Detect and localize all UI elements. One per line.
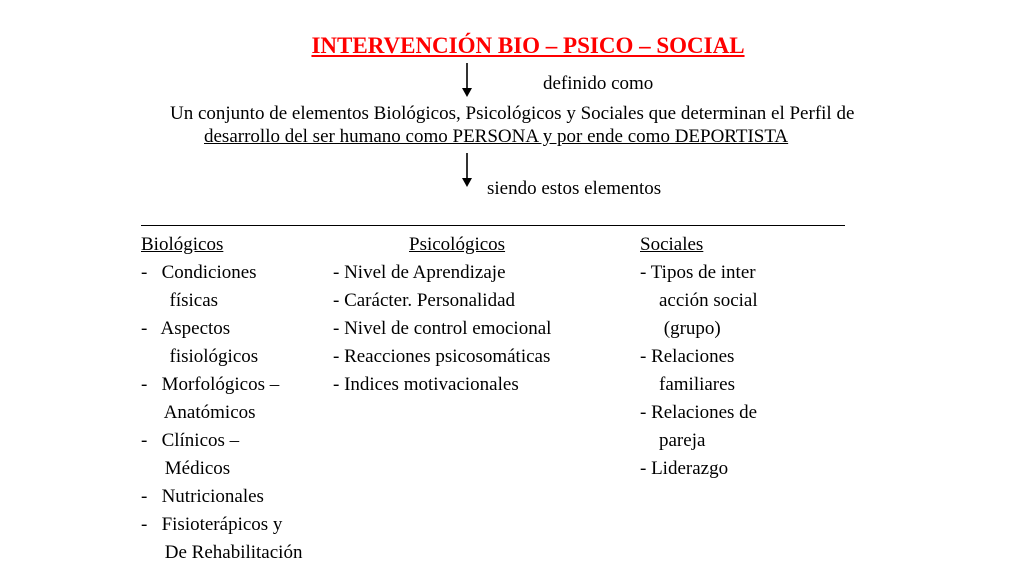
connector-siendo-estos-elementos: siendo estos elementos bbox=[487, 178, 662, 199]
list-item: - Condiciones bbox=[141, 262, 257, 283]
list-item: - Reacciones psicosomáticas bbox=[333, 346, 551, 367]
list-item: - Indices motivacionales bbox=[333, 374, 519, 395]
down-arrow-icon bbox=[459, 152, 475, 188]
list-item: De Rehabilitación bbox=[141, 542, 303, 563]
connector-definido-como: definido como bbox=[543, 73, 654, 94]
list-item: - Relaciones bbox=[640, 346, 735, 367]
list-item: - Carácter. Personalidad bbox=[333, 290, 516, 311]
list-item: fisiológicos bbox=[141, 346, 259, 367]
list-item: - Fisioterápicos y bbox=[141, 514, 283, 535]
list-item: - Relaciones de bbox=[640, 402, 758, 423]
list-item: - Morfológicos – bbox=[141, 374, 280, 395]
list-item: físicas bbox=[141, 290, 219, 311]
definition-line-1: Un conjunto de elementos Biológicos, Psicológicos y Sociales que determinan el Perfil de bbox=[170, 103, 855, 124]
column-header-sociales: Sociales bbox=[640, 234, 704, 255]
list-item: pareja bbox=[640, 430, 706, 451]
definition-line-2: desarrollo del ser humano como PERSONA y por ende como DEPORTISTA bbox=[204, 126, 789, 147]
page-title: INTERVENCIÓN BIO – PSICO – SOCIAL bbox=[311, 33, 745, 58]
list-item: - Clínicos – bbox=[141, 430, 240, 451]
list-item: - Tipos de inter bbox=[640, 262, 756, 283]
list-item: familiares bbox=[640, 374, 735, 395]
down-arrow-icon bbox=[459, 62, 475, 98]
list-item: (grupo) bbox=[640, 318, 721, 339]
list-item: - Liderazgo bbox=[640, 458, 729, 479]
list-item: - Aspectos bbox=[141, 318, 231, 339]
list-item: - Nutricionales bbox=[141, 486, 264, 507]
list-item: Médicos bbox=[141, 458, 231, 479]
list-item: Anatómicos bbox=[141, 402, 256, 423]
divider-line bbox=[141, 225, 845, 226]
column-header-psicologicos: Psicológicos bbox=[409, 234, 506, 255]
list-item: - Nivel de Aprendizaje bbox=[333, 262, 506, 283]
column-header-biologicos: Biológicos bbox=[141, 234, 224, 255]
list-item: acción social bbox=[640, 290, 758, 311]
list-item: - Nivel de control emocional bbox=[333, 318, 552, 339]
